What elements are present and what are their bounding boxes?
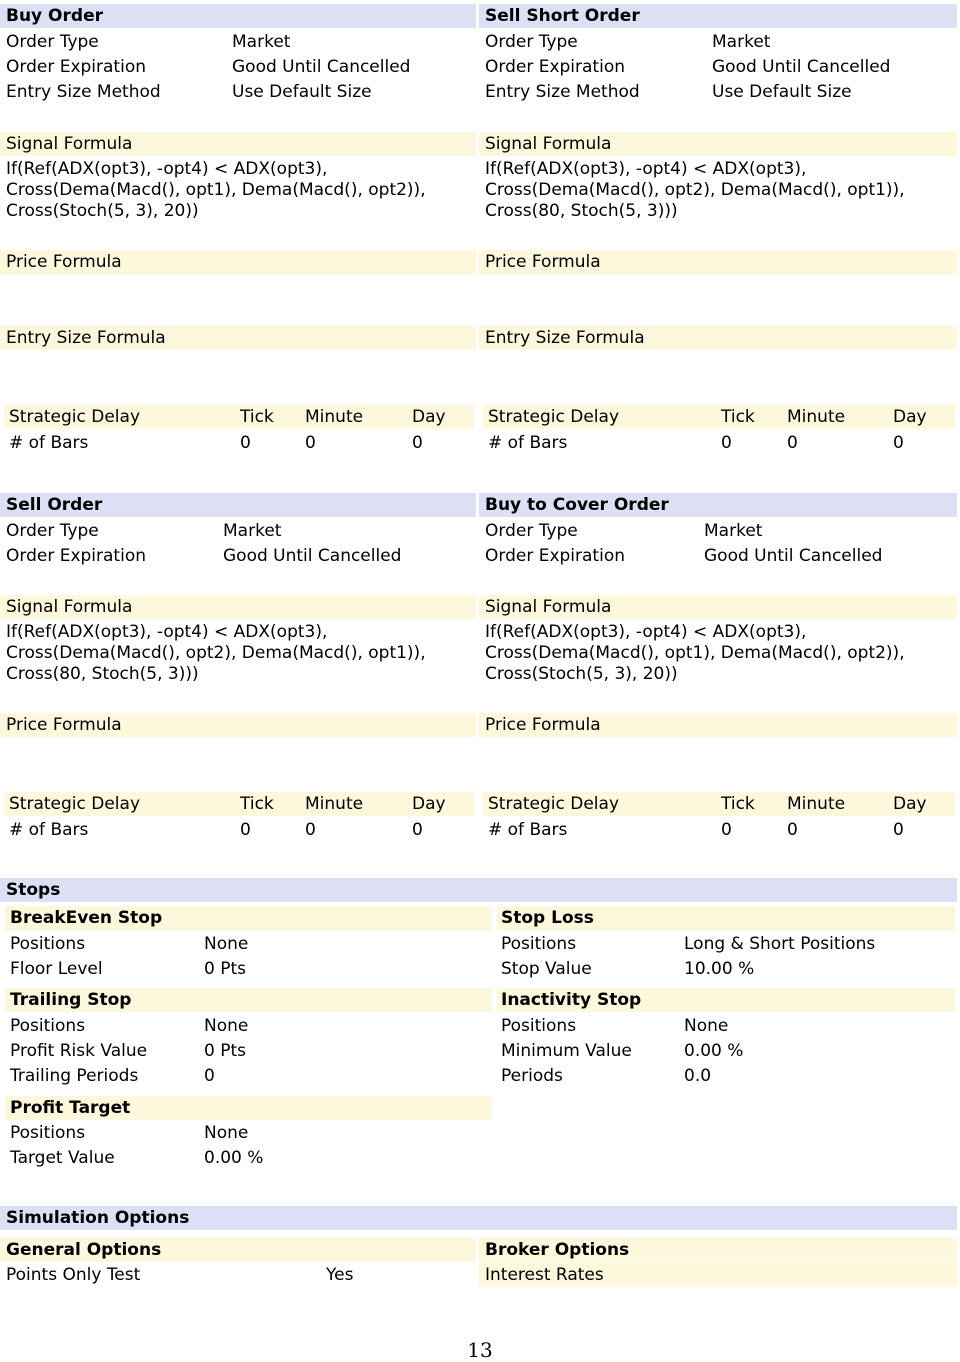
general-options-title: General Options: [0, 1238, 476, 1262]
buy-to-cover-strategic-delay-header: [483, 792, 955, 816]
sell-short-order-title: Sell Short Order: [479, 4, 957, 28]
buy-day-value: 0: [412, 433, 423, 453]
stop-loss-positions-value: Long & Short Positions: [684, 934, 876, 954]
sell-bars-row: [4, 818, 474, 843]
sell-short-signal-formula-label: Signal Formula: [479, 132, 957, 156]
buy-to-cover-price-formula-label: Price Formula: [479, 713, 957, 737]
sell-short-entry-size-formula-label: Entry Size Formula: [479, 326, 957, 350]
sell-bars-label: # of Bars: [9, 820, 89, 840]
profit-target-positions-label: Positions: [10, 1123, 86, 1143]
breakeven-floor-level-value: 0 Pts: [204, 959, 246, 979]
sell-short-signal-formula-line-1: If(Ref(ADX(opt3), -opt4) < ADX(opt3),: [485, 159, 807, 179]
trailing-profit-risk-value: 0 Pts: [204, 1041, 246, 1061]
inactivity-stop-title: Inactivity Stop: [497, 988, 955, 1012]
stop-loss-positions-label: Positions: [501, 934, 577, 954]
stop-loss-value-label: Stop Value: [501, 959, 592, 979]
inactivity-periods-value: 0.0: [684, 1066, 712, 1086]
sell-day-header: Day: [412, 794, 446, 814]
buy-order-type-value: Market: [232, 32, 291, 52]
buy-to-cover-bars-label: # of Bars: [488, 820, 568, 840]
sell-short-minute-value: 0: [787, 433, 798, 453]
buy-minute-header: Minute: [305, 407, 364, 427]
buy-to-cover-bars-row: [483, 818, 955, 843]
buy-to-cover-order-type-value: Market: [704, 521, 763, 541]
breakeven-positions-label: Positions: [10, 934, 86, 954]
trailing-positions-value: None: [204, 1016, 249, 1036]
sell-short-day-header: Day: [893, 407, 927, 427]
sell-minute-value: 0: [305, 820, 316, 840]
buy-to-cover-minute-header: Minute: [787, 794, 846, 814]
inactivity-positions-label: Positions: [501, 1016, 577, 1036]
sell-short-order-expiration-value: Good Until Cancelled: [712, 57, 891, 77]
buy-bars-row: [4, 431, 474, 456]
buy-minute-value: 0: [305, 433, 316, 453]
buy-order-type-label: Order Type: [6, 32, 99, 52]
sell-order-type-label: Order Type: [6, 521, 99, 541]
inactivity-minimum-label: Minimum Value: [501, 1041, 632, 1061]
buy-signal-formula-line-2: Cross(Dema(Macd(), opt1), Dema(Macd(), opt2)),: [6, 180, 426, 200]
sell-short-entry-size-method-value: Use Default Size: [712, 82, 852, 102]
sell-short-strategic-delay-header: [483, 405, 955, 429]
sell-signal-formula-line-1: If(Ref(ADX(opt3), -opt4) < ADX(opt3),: [6, 622, 328, 642]
sell-price-formula-label: Price Formula: [0, 713, 476, 737]
sell-tick-value: 0: [240, 820, 251, 840]
profit-target-positions-value: None: [204, 1123, 249, 1143]
sell-short-signal-formula-line-2: Cross(Dema(Macd(), opt2), Dema(Macd(), opt1)),: [485, 180, 905, 200]
sell-signal-formula-line-2: Cross(Dema(Macd(), opt2), Dema(Macd(), opt1)),: [6, 643, 426, 663]
sell-short-order-type-label: Order Type: [485, 32, 578, 52]
stops-title: Stops: [0, 878, 957, 902]
buy-order-title: Buy Order: [0, 4, 476, 28]
buy-strategic-delay-header: [4, 405, 474, 429]
buy-signal-formula-label: Signal Formula: [0, 132, 476, 156]
buy-price-formula-label: Price Formula: [0, 250, 476, 274]
sell-short-tick-header: Tick: [721, 407, 755, 427]
breakeven-positions-value: None: [204, 934, 249, 954]
sell-short-strategic-delay-label: Strategic Delay: [488, 407, 620, 427]
sell-order-expiration-label: Order Expiration: [6, 546, 147, 566]
points-only-test-value: Yes: [326, 1265, 354, 1285]
sell-short-entry-size-method-label: Entry Size Method: [485, 82, 640, 102]
buy-to-cover-day-header: Day: [893, 794, 927, 814]
buy-to-cover-signal-formula-line-1: If(Ref(ADX(opt3), -opt4) < ADX(opt3),: [485, 622, 807, 642]
buy-order-expiration-label: Order Expiration: [6, 57, 147, 77]
trailing-positions-label: Positions: [10, 1016, 86, 1036]
buy-order-expiration-value: Good Until Cancelled: [232, 57, 411, 77]
buy-to-cover-signal-formula-line-2: Cross(Dema(Macd(), opt1), Dema(Macd(), opt2)),: [485, 643, 905, 663]
buy-entry-size-formula-label: Entry Size Formula: [0, 326, 476, 350]
points-only-test-label: Points Only Test: [6, 1265, 141, 1285]
sell-strategic-delay-header: [4, 792, 474, 816]
sell-order-expiration-value: Good Until Cancelled: [223, 546, 402, 566]
sell-order-title: Sell Order: [0, 493, 476, 517]
inactivity-minimum-value: 0.00 %: [684, 1041, 744, 1061]
trailing-periods-label: Trailing Periods: [10, 1066, 139, 1086]
buy-tick-value: 0: [240, 433, 251, 453]
buy-bars-label: # of Bars: [9, 433, 89, 453]
buy-to-cover-tick-header: Tick: [721, 794, 755, 814]
sell-signal-formula-label: Signal Formula: [0, 595, 476, 619]
sell-order-type-value: Market: [223, 521, 282, 541]
sell-minute-header: Minute: [305, 794, 364, 814]
trailing-profit-risk-label: Profit Risk Value: [10, 1041, 148, 1061]
buy-day-header: Day: [412, 407, 446, 427]
buy-to-cover-signal-formula-line-3: Cross(Stoch(5, 3), 20)): [485, 664, 678, 684]
sell-short-bars-row: [483, 431, 955, 456]
sell-short-order-type-value: Market: [712, 32, 771, 52]
buy-to-cover-order-title: Buy to Cover Order: [479, 493, 957, 517]
sell-short-minute-header: Minute: [787, 407, 846, 427]
breakeven-stop-title: BreakEven Stop: [5, 906, 492, 930]
sell-signal-formula-line-3: Cross(80, Stoch(5, 3))): [6, 664, 199, 684]
sell-short-signal-formula-line-3: Cross(80, Stoch(5, 3))): [485, 201, 678, 221]
breakeven-floor-level-label: Floor Level: [10, 959, 103, 979]
inactivity-positions-value: None: [684, 1016, 729, 1036]
trailing-periods-value: 0: [204, 1066, 215, 1086]
interest-rates-label: Interest Rates: [479, 1263, 957, 1287]
buy-to-cover-order-type-label: Order Type: [485, 521, 578, 541]
inactivity-periods-label: Periods: [501, 1066, 563, 1086]
profit-target-title: Profit Target: [5, 1096, 492, 1120]
buy-to-cover-day-value: 0: [893, 820, 904, 840]
sell-short-day-value: 0: [893, 433, 904, 453]
sell-short-order-expiration-label: Order Expiration: [485, 57, 626, 77]
buy-to-cover-strategic-delay-label: Strategic Delay: [488, 794, 620, 814]
stop-loss-title: Stop Loss: [497, 906, 955, 930]
buy-signal-formula-line-3: Cross(Stoch(5, 3), 20)): [6, 201, 199, 221]
sell-tick-header: Tick: [240, 794, 274, 814]
sell-day-value: 0: [412, 820, 423, 840]
stop-loss-value-value: 10.00 %: [684, 959, 755, 979]
buy-to-cover-tick-value: 0: [721, 820, 732, 840]
broker-options-title: Broker Options: [479, 1238, 957, 1262]
page-number: 13: [467, 1338, 493, 1362]
buy-signal-formula-line-1: If(Ref(ADX(opt3), -opt4) < ADX(opt3),: [6, 159, 328, 179]
sell-short-price-formula-label: Price Formula: [479, 250, 957, 274]
buy-entry-size-method-value: Use Default Size: [232, 82, 372, 102]
sell-short-tick-value: 0: [721, 433, 732, 453]
buy-to-cover-order-expiration-value: Good Until Cancelled: [704, 546, 883, 566]
sell-strategic-delay-label: Strategic Delay: [9, 794, 141, 814]
buy-to-cover-signal-formula-label: Signal Formula: [479, 595, 957, 619]
buy-strategic-delay-label: Strategic Delay: [9, 407, 141, 427]
buy-tick-header: Tick: [240, 407, 274, 427]
buy-to-cover-order-expiration-label: Order Expiration: [485, 546, 626, 566]
profit-target-value-label: Target Value: [10, 1148, 115, 1168]
sell-short-bars-label: # of Bars: [488, 433, 568, 453]
profit-target-value-value: 0.00 %: [204, 1148, 264, 1168]
trailing-stop-title: Trailing Stop: [5, 988, 492, 1012]
simulation-options-title: Simulation Options: [0, 1206, 957, 1230]
buy-to-cover-minute-value: 0: [787, 820, 798, 840]
buy-entry-size-method-label: Entry Size Method: [6, 82, 161, 102]
